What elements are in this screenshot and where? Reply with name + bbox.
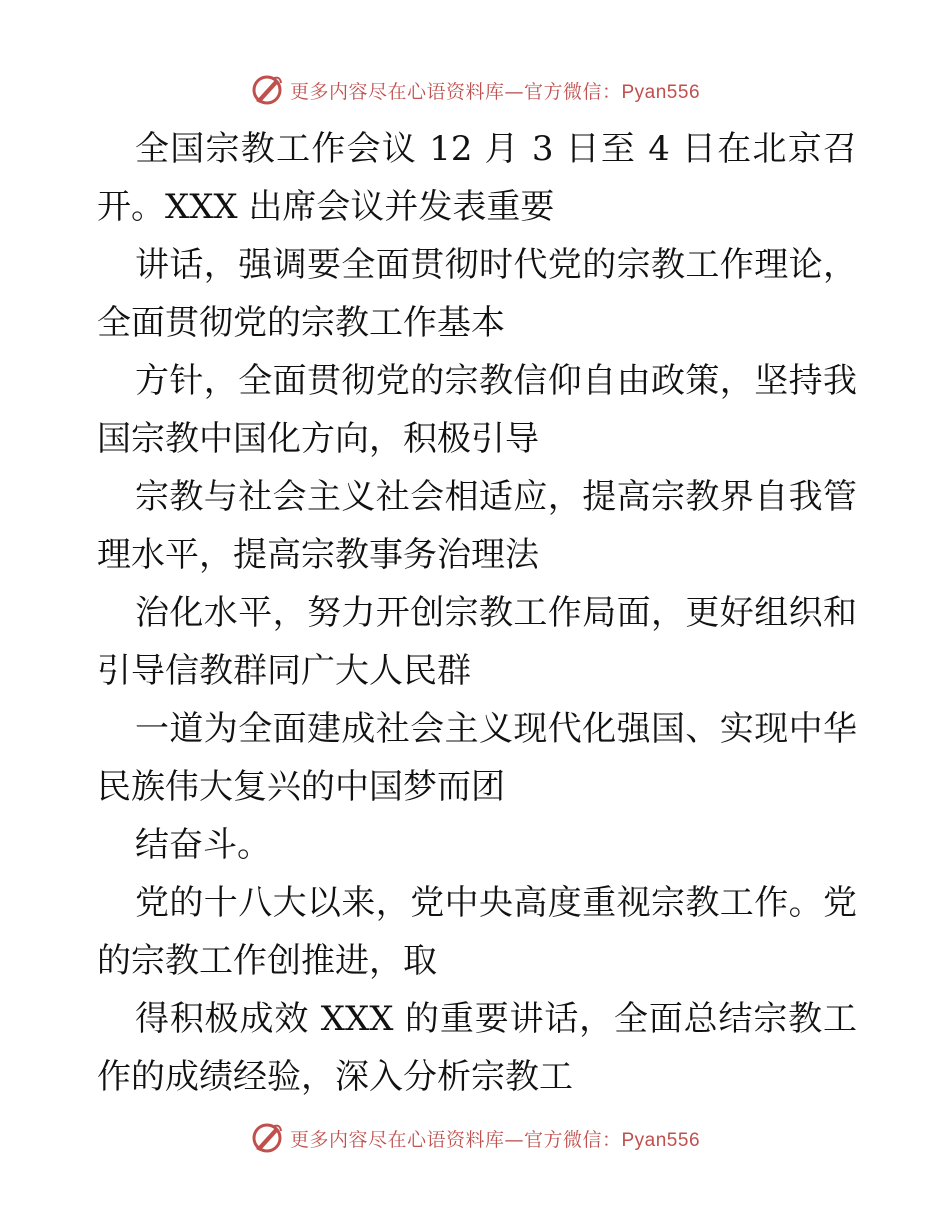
body-line: 民族伟大复兴的中国梦而团 — [97, 767, 505, 807]
body-line: 方针，全面贯彻党的宗教信仰自由政策，坚持我 — [135, 361, 857, 401]
watermark-site: 更多内容尽在心语资料库 — [289, 80, 505, 103]
watermark-dash: — — [504, 1128, 524, 1151]
watermark-text — [290, 1125, 700, 1152]
body-line: 开。XXX 出席会议并发表重要 — [97, 187, 555, 227]
watermark-dash: — — [504, 80, 524, 103]
body-line: 的宗教工作创推进，取 — [97, 941, 437, 981]
watermark-wechat-id: Pyan556 — [621, 81, 701, 103]
quill-pen-logo-icon — [250, 1121, 284, 1155]
body-line: 全面贯彻党的宗教工作基本 — [97, 303, 505, 343]
body-line: 结奋斗。 — [135, 825, 271, 865]
body-line: 治化水平，努力开创宗教工作局面，更好组织和 — [135, 593, 857, 633]
body-line: 一道为全面建成社会主义现代化强国、实现中华 — [135, 709, 857, 749]
document-body — [97, 120, 857, 1106]
header-watermark — [0, 70, 950, 110]
body-line: 宗教与社会主义社会相适应，提高宗教界自我管 — [135, 477, 857, 517]
watermark-wechat-label: 官方微信： — [523, 80, 622, 103]
watermark-site: 更多内容尽在心语资料库 — [289, 1128, 505, 1151]
body-line: 理水平，提高宗教事务治理法 — [97, 535, 539, 575]
body-line: 得积极成效 XXX 的重要讲话，全面总结宗教工 — [135, 999, 857, 1039]
quill-pen-logo-icon — [250, 73, 284, 107]
body-line: 作的成绩经验，深入分析宗教工 — [97, 1057, 573, 1097]
body-line: 引导信教群同广大人民群 — [97, 651, 471, 691]
watermark-wechat-id: Pyan556 — [621, 1129, 701, 1151]
watermark-wechat-label: 官方微信： — [523, 1128, 622, 1151]
body-line: 全国宗教工作会议 12 月 3 日至 4 日在北京召 — [135, 129, 857, 169]
body-line: 国宗教中国化方向，积极引导 — [97, 419, 539, 459]
watermark-text — [290, 77, 700, 104]
footer-watermark — [0, 1118, 950, 1158]
body-line: 党的十八大以来，党中央高度重视宗教工作。党 — [135, 883, 857, 923]
body-line: 讲话，强调要全面贯彻时代党的宗教工作理论， — [135, 245, 857, 285]
